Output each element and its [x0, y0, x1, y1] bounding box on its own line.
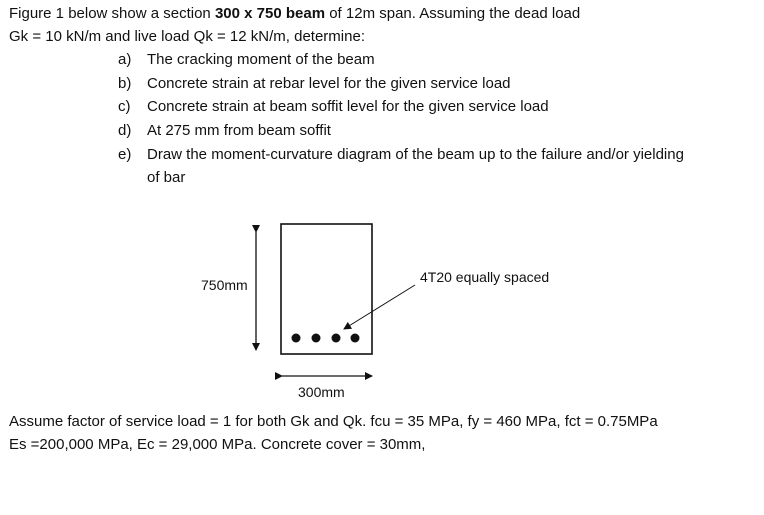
rebar-dot: [312, 334, 321, 343]
item-text: Draw the moment-curvature diagram of the beam up to the failure and/or yielding: [147, 146, 684, 163]
rebar-dot: [332, 334, 341, 343]
intro-text-b: of 12m span. Assuming the dead load: [325, 5, 581, 22]
item-text: Concrete strain at rebar level for the given service load: [147, 75, 511, 92]
rebar-dot: [351, 334, 360, 343]
item-text: The cracking moment of the beam: [147, 51, 375, 68]
item-label: d): [118, 122, 132, 139]
rebar-dot: [292, 334, 301, 343]
item-label: a): [118, 51, 132, 68]
intro-line-2: Gk = 10 kN/m and live load Qk = 12 kN/m, determine:: [9, 28, 365, 45]
assumptions-line-2: Es =200,000 MPa, Ec = 29,000 MPa. Concrete cover = 30mm,: [9, 436, 426, 453]
rebar-leader-arrow: [344, 285, 415, 329]
item-label: e): [118, 146, 132, 163]
item-text-continued: of bar: [147, 169, 186, 186]
intro-beam-size: 300 x 750 beam: [214, 5, 326, 22]
item-text: Concrete strain at beam soffit level for the given service load: [147, 98, 549, 115]
intro-text-a: Figure 1 below show a section: [9, 5, 215, 22]
item-text: At 275 mm from beam soffit: [147, 122, 331, 139]
rebar-label: 4T20 equally spaced: [420, 269, 550, 285]
height-label: 750mm: [201, 277, 248, 293]
item-label: b): [118, 75, 132, 92]
width-label: 300mm: [298, 384, 345, 400]
assumptions-line-1: Assume factor of service load = 1 for both Gk and Qk. fcu = 35 MPa, fy = 460 MPa, fct = 0.75MPa: [9, 413, 658, 430]
item-label: c): [118, 98, 131, 115]
